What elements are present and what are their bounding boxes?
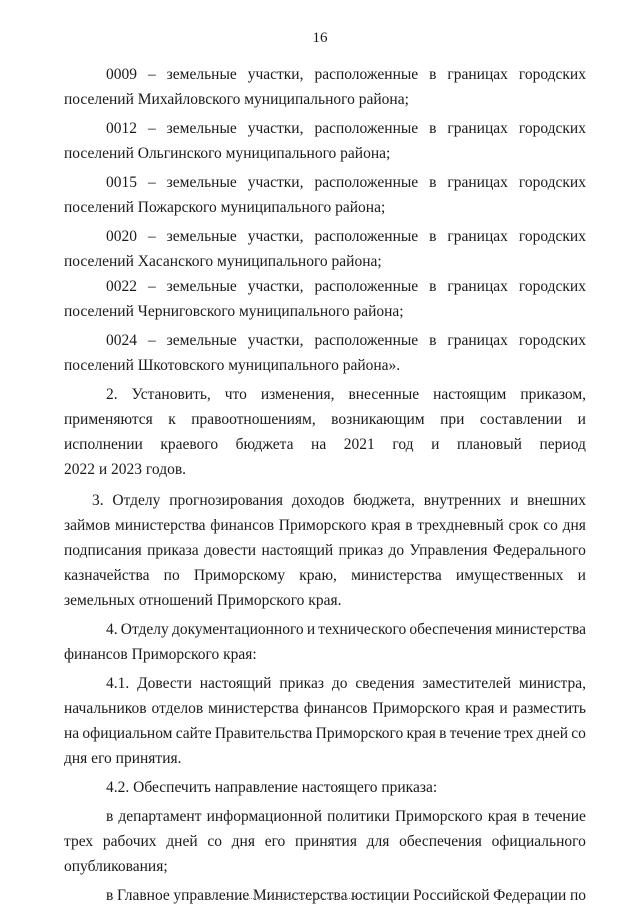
word: плановый [456, 436, 522, 453]
word: – [147, 66, 156, 83]
word: прогнозирования [169, 492, 284, 509]
text-line [64, 328, 586, 353]
word: составлении [479, 411, 563, 428]
word: в [429, 174, 437, 191]
word: и [510, 492, 519, 509]
word: Правительства [214, 725, 313, 742]
text-line: поселений Ольгинского муниципального района; [64, 145, 391, 162]
word: земельные [166, 66, 237, 83]
word: городских [518, 332, 586, 349]
word: участки, [247, 174, 304, 191]
word: со [207, 833, 222, 850]
word: городских [518, 66, 586, 83]
word: год [392, 436, 414, 453]
word: края [487, 808, 517, 825]
word: юстиции [351, 887, 410, 904]
word: 2021 [343, 436, 375, 453]
word: земельные [166, 332, 237, 349]
word: политики [327, 808, 390, 825]
word: 0012 [106, 120, 137, 137]
word: 0015 [106, 174, 137, 191]
word: 4.1. [106, 675, 130, 692]
text-line: поселений Пожарского муниципального района; [64, 199, 386, 216]
word: настоящий [261, 542, 334, 559]
word: в [429, 228, 437, 245]
word: границах [447, 66, 508, 83]
word: дня [231, 833, 255, 850]
word: возникающим [331, 411, 425, 428]
word: расположенные [314, 174, 419, 191]
word: бюджета [235, 436, 294, 453]
word: займов [64, 517, 111, 534]
word: в [522, 808, 530, 825]
word: приказом, [520, 386, 586, 403]
text-line [64, 617, 586, 642]
word: городских [518, 120, 586, 137]
word: обеспечения [399, 833, 482, 850]
footer-divider [210, 898, 380, 899]
word: – [147, 120, 156, 137]
word: управление [173, 887, 250, 904]
word: министерства [495, 621, 586, 638]
word: городских [518, 174, 586, 191]
word: официального [491, 833, 586, 850]
text-line: поселений Михайловского муниципального района; [64, 91, 409, 108]
word: Приморского [372, 700, 461, 717]
word: подписания [64, 542, 142, 559]
word: 0022 [106, 278, 137, 295]
text-line: поселений Черниговского муниципального района; [64, 303, 404, 320]
text-line [64, 62, 586, 87]
text-line [64, 696, 586, 721]
word: городских [518, 278, 586, 295]
word: и [306, 621, 316, 638]
word: до [388, 542, 405, 559]
page-number: 16 [312, 30, 328, 46]
word: края [406, 725, 436, 742]
word: дней [166, 833, 198, 850]
word: земельные [166, 120, 237, 137]
word: что [224, 386, 247, 403]
word: границах [447, 228, 508, 245]
text-line [64, 829, 586, 854]
word: 3. [92, 492, 104, 509]
word: в [106, 808, 114, 825]
text-line [64, 804, 586, 829]
word: заместителей [422, 675, 512, 692]
word: внешних [527, 492, 586, 509]
word: земельные [166, 278, 237, 295]
word: в [429, 120, 437, 137]
word: границах [447, 332, 508, 349]
text-line: поселений Шкотовского муниципального района». [64, 357, 401, 374]
text-line [64, 382, 586, 407]
word: Федерации [493, 887, 567, 904]
word: к [168, 411, 176, 428]
word: расположенные [314, 332, 419, 349]
word: Отделу [112, 492, 161, 509]
word: изменения, [260, 386, 335, 403]
word: земельные [166, 174, 237, 191]
text-line: дня его принятия. [64, 750, 182, 767]
word: приказ [279, 675, 324, 692]
word: Управления [409, 542, 488, 559]
word: настоящим [433, 386, 507, 403]
word: Приморского [315, 725, 404, 742]
text-line: 4.2. Обеспечить направление настоящего приказа: [106, 779, 438, 796]
word: участки, [247, 278, 304, 295]
word: Довести [137, 675, 192, 692]
word: финансов [303, 700, 368, 717]
word: течение [449, 725, 502, 742]
word: участки, [247, 66, 304, 83]
word: внутренних [423, 492, 502, 509]
word: исполнении [64, 436, 143, 453]
word: технического [318, 621, 407, 638]
text-line [64, 538, 586, 563]
word: трех [504, 725, 534, 742]
text-line [64, 513, 586, 538]
text-line: земельных отношений Приморского края. [64, 592, 342, 609]
word: краевого [160, 436, 219, 453]
text-line [64, 883, 586, 908]
word: – [147, 228, 156, 245]
word: принятия [295, 833, 357, 850]
word: и [577, 567, 586, 584]
word: в [405, 517, 413, 534]
word: трехдневный [417, 517, 504, 534]
word: в [429, 66, 437, 83]
word: имущественных [455, 567, 564, 584]
word: рабочих [102, 833, 157, 850]
word: применяются [64, 411, 153, 428]
text-line [64, 488, 586, 513]
word: 0009 [106, 66, 137, 83]
word: бюджета, [353, 492, 415, 509]
word: по [163, 567, 180, 584]
word: департамент [118, 808, 202, 825]
word: официальном [82, 725, 173, 742]
word: информационной [206, 808, 323, 825]
word: участки, [247, 332, 304, 349]
word: Установить, [131, 386, 211, 403]
word: в [106, 887, 114, 904]
word: – [147, 332, 156, 349]
word: дней [536, 725, 569, 742]
word: доходов [291, 492, 345, 509]
word: Главное [116, 887, 170, 904]
word: 0024 [106, 332, 137, 349]
word: довести [204, 542, 257, 559]
text-line [64, 224, 586, 249]
word: расположенные [314, 228, 419, 245]
word: края [465, 700, 495, 717]
document-body [64, 62, 586, 908]
word: период [539, 436, 586, 453]
text-line: опубликования; [64, 858, 168, 875]
word: Приморскому [193, 567, 286, 584]
word: министра, [518, 675, 586, 692]
word: краю, [299, 567, 337, 584]
word: дня [562, 517, 586, 534]
word: участки, [247, 228, 304, 245]
word: в [429, 332, 437, 349]
word: и [431, 436, 440, 453]
word: по [569, 887, 586, 904]
word: в [439, 725, 447, 742]
text-line [64, 274, 586, 299]
text-line [64, 671, 586, 696]
word: его [264, 833, 286, 850]
text-line [64, 407, 586, 432]
word: приказ [338, 542, 384, 559]
word: сведения [355, 675, 415, 692]
word: границах [447, 120, 508, 137]
word: 4. [106, 621, 118, 638]
word: Министерства [252, 887, 348, 904]
word: расположенные [314, 120, 419, 137]
word: для [366, 833, 390, 850]
text-line [64, 721, 586, 746]
word: и [577, 411, 586, 428]
word: документационного [171, 621, 304, 638]
word: границах [447, 174, 508, 191]
word: казначейства [64, 567, 150, 584]
word: срок [508, 517, 539, 534]
word: трех [64, 833, 94, 850]
word: обеспечения [409, 621, 493, 638]
word: земельные [166, 228, 237, 245]
text-line: 2022 и 2023 годов. [64, 461, 187, 478]
word: начальников [64, 700, 147, 717]
word: приказа [147, 542, 199, 559]
word: границах [447, 278, 508, 295]
word: – [147, 174, 156, 191]
word: Федерального [492, 542, 586, 559]
text-line [64, 170, 586, 195]
word: до [331, 675, 348, 692]
word: 0020 [106, 228, 137, 245]
word: со [571, 725, 586, 742]
word: в [429, 278, 437, 295]
text-line: финансов Приморского края: [64, 646, 257, 663]
word: и [499, 700, 508, 717]
word: течение [534, 808, 586, 825]
word: на [311, 436, 327, 453]
word: министерства [208, 700, 299, 717]
word: при [440, 411, 465, 428]
word: внесенные [348, 386, 420, 403]
text-line [64, 116, 586, 141]
word: Приморского [278, 517, 367, 534]
word: разместить [512, 700, 586, 717]
word: Приморского [394, 808, 483, 825]
text-line [64, 432, 586, 457]
word: сайте [175, 725, 212, 742]
text-line [64, 563, 586, 588]
word: участки, [247, 120, 304, 137]
word: правоотношениям, [191, 411, 316, 428]
word: финансов [210, 517, 275, 534]
word: – [147, 278, 156, 295]
word: министерства [351, 567, 442, 584]
word: 2. [106, 386, 118, 403]
word: на [64, 725, 80, 742]
word: городских [518, 228, 586, 245]
word: настоящий [199, 675, 272, 692]
word: со [543, 517, 558, 534]
word: министерства [114, 517, 206, 534]
text-line: поселений Хасанского муниципального района; [64, 253, 382, 270]
word: расположенные [314, 66, 419, 83]
word: Отделу [120, 621, 169, 638]
word: расположенные [314, 278, 419, 295]
word: края [371, 517, 401, 534]
word: отделов [151, 700, 204, 717]
word: Российской [413, 887, 490, 904]
